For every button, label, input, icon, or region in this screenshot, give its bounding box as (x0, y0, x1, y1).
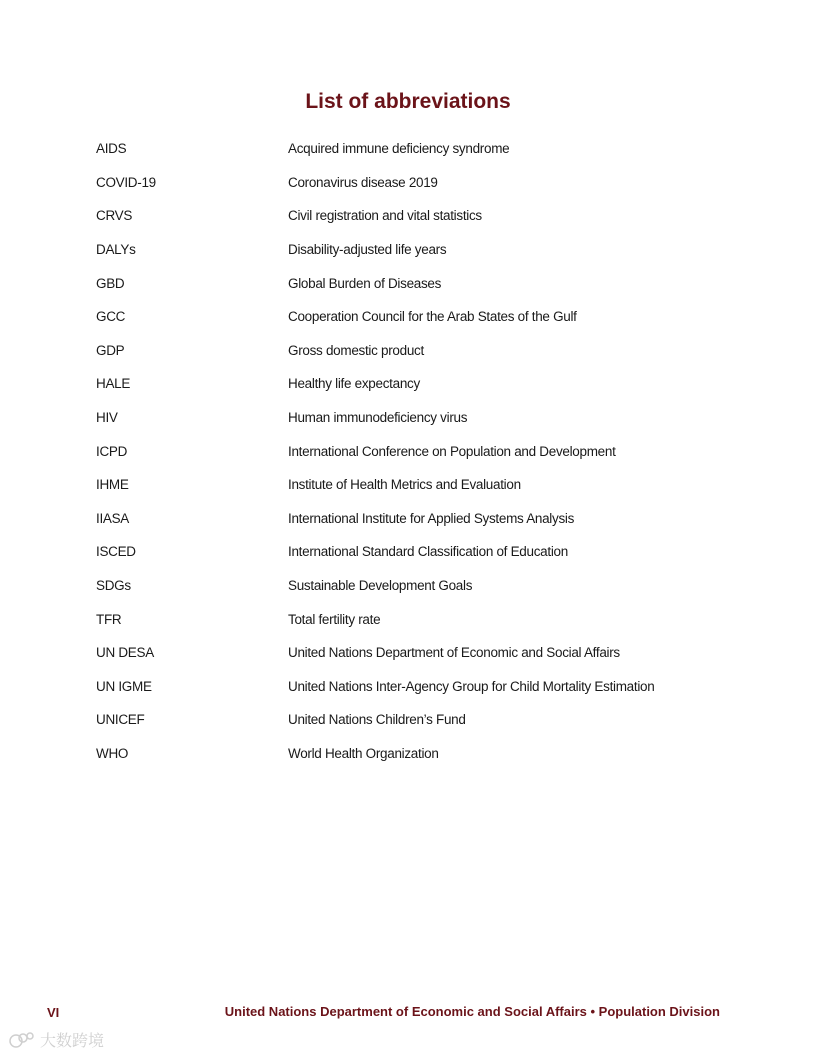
abbreviation-term: AIDS (96, 141, 127, 157)
abbreviation-definition: Disability-adjusted life years (288, 242, 447, 258)
watermark (8, 1028, 104, 1051)
list-item (96, 535, 716, 569)
abbreviation-definition: United Nations Department of Economic and Social Affairs (288, 645, 620, 661)
abbreviation-term: HALE (96, 376, 131, 392)
list-item (96, 199, 716, 233)
abbreviation-definition: Coronavirus disease 2019 (288, 174, 438, 190)
abbreviation-term: IIASA (96, 510, 130, 526)
abbreviation-definition: Institute of Health Metrics and Evaluation (288, 477, 521, 493)
abbreviation-list (96, 132, 716, 770)
abbreviation-term: CRVS (96, 208, 133, 224)
list-item (96, 367, 716, 401)
list-item (96, 502, 716, 536)
list-item (96, 166, 716, 200)
abbreviation-term: UNICEF (96, 712, 145, 728)
abbreviation-definition: Acquired immune deficiency syndrome (288, 141, 510, 157)
page-number: VI (47, 1005, 60, 1020)
list-item (96, 737, 716, 771)
abbreviation-term: TFR (96, 611, 122, 627)
list-item (96, 233, 716, 267)
abbreviation-term: GBD (96, 275, 125, 291)
abbreviation-term: GDP (96, 342, 125, 358)
list-item (96, 434, 716, 468)
abbreviation-term: IHME (96, 477, 129, 493)
abbreviation-definition: United Nations Children’s Fund (288, 712, 466, 728)
abbreviation-term: SDGs (96, 578, 131, 594)
abbreviation-term: ISCED (96, 544, 136, 560)
watermark-text: 大数跨境 (40, 1031, 105, 1050)
abbreviation-definition: United Nations Inter-Agency Group for Child Mortality Estimation (288, 678, 655, 694)
abbreviation-definition: International Conference on Population and Development (288, 443, 616, 459)
abbreviation-term: ICPD (96, 443, 128, 459)
abbreviation-term: UN DESA (96, 645, 154, 661)
watermark-logo-icon (8, 1030, 38, 1050)
abbreviation-term: COVID-19 (96, 174, 156, 190)
list-item (96, 602, 716, 636)
list-item (96, 266, 716, 300)
list-item (96, 569, 716, 603)
abbreviation-term: WHO (96, 745, 129, 761)
abbreviation-definition: Sustainable Development Goals (288, 578, 473, 594)
list-item (96, 670, 716, 704)
footer-text: United Nations Department of Economic and Social Affairs • Population Division (224, 1004, 720, 1019)
abbreviation-term: HIV (96, 410, 118, 426)
abbreviation-definition: Civil registration and vital statistics (288, 208, 482, 224)
abbreviation-definition: International Standard Classification of Education (288, 544, 568, 560)
list-item (96, 636, 716, 670)
list-item (96, 401, 716, 435)
abbreviation-term: GCC (96, 309, 126, 325)
page-title: List of abbreviations (305, 90, 511, 113)
abbreviation-definition: International Institute for Applied Systems Analysis (288, 510, 575, 526)
abbreviation-definition: Gross domestic product (288, 342, 424, 358)
abbreviation-definition: Human immunodeficiency virus (288, 410, 468, 426)
list-item (96, 334, 716, 368)
abbreviation-term: DALYs (96, 242, 136, 258)
list-item (96, 703, 716, 737)
abbreviation-definition: Total fertility rate (288, 611, 381, 627)
abbreviation-definition: World Health Organization (288, 745, 439, 761)
list-item (96, 300, 716, 334)
abbreviation-term: UN IGME (96, 678, 152, 694)
abbreviation-definition: Cooperation Council for the Arab States of the Gulf (288, 309, 577, 325)
abbreviation-definition: Global Burden of Diseases (288, 275, 442, 291)
abbreviation-definition: Healthy life expectancy (288, 376, 420, 392)
list-item (96, 468, 716, 502)
list-item (96, 132, 716, 166)
